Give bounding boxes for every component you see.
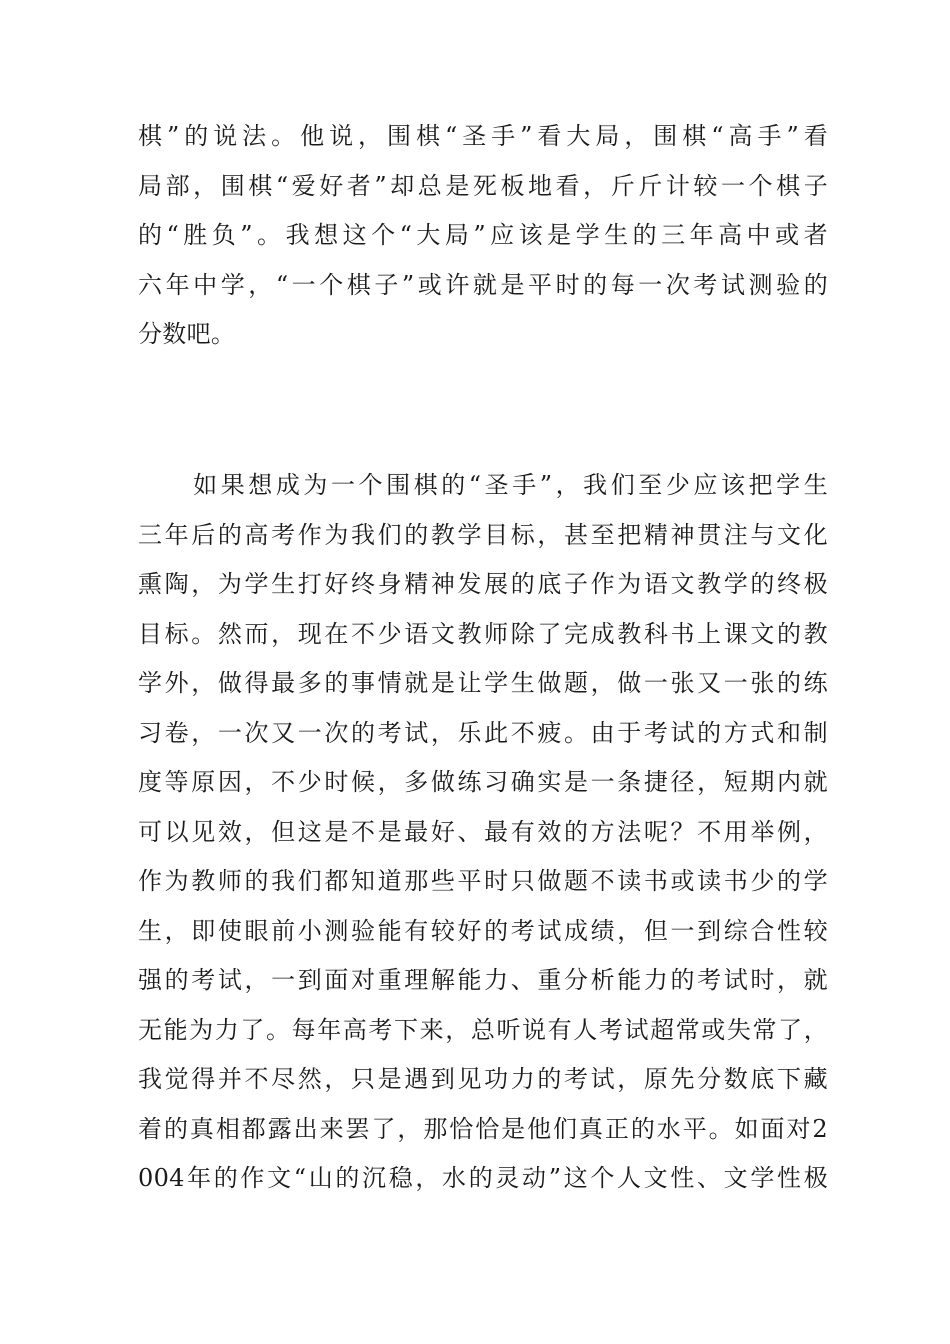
text-line: 度等原因，不少时候，多做练习确实是一条捷径，短期内就	[138, 768, 828, 796]
text-line: 目标。然而，现在不少语文教师除了完成教科书上课文的教	[138, 619, 828, 648]
text-line: 作为教师的我们都知道那些平时只做题不读书或读书少的学	[138, 867, 828, 895]
text-line: 无能为力了。每年高考下来，总听说有人考试超常或失常了，	[138, 1015, 828, 1044]
text-line: 的“胜负”。我想这个“大局”应该是学生的三年高中或者	[138, 221, 828, 249]
text-line: 局部，围棋“爱好者”却总是死板地看，斤斤计较一个棋子	[138, 171, 828, 200]
text-line: 学外，做得最多的事情就是让学生做题，做一张又一张的练	[138, 669, 828, 697]
text-line: 棋”的说法。他说，围棋“圣手”看大局，围棋“高手”看	[138, 122, 828, 150]
text-line: 六年中学，“一个棋子”或许就是平时的每一次考试测验的	[138, 270, 828, 299]
text-line: 着的真相都露出来罢了，那恰恰是他们真正的水平。如面对2	[138, 1114, 828, 1143]
text-line: 生，即使眼前小测验能有较好的考试成绩，但一到综合性较	[138, 916, 828, 945]
text-line: 熏陶，为学生打好终身精神发展的底子作为语文教学的终极	[138, 570, 828, 598]
paragraph-1	[138, 112, 828, 360]
text-line: 强的考试，一到面对重理解能力、重分析能力的考试时，就	[138, 966, 828, 994]
text-line: 分数吧。	[138, 320, 236, 348]
text-line: 如果想成为一个围棋的“圣手”，我们至少应该把学生	[138, 471, 828, 499]
text-line: 习卷，一次又一次的考试，乐此不疲。由于考试的方式和制	[138, 718, 828, 747]
paragraph-2	[138, 461, 828, 1204]
text-line: 004年的作文“山的沉稳，水的灵动”这个人文性、文学性极	[138, 1164, 828, 1192]
text-line: 三年后的高考作为我们的教学目标，甚至把精神贯注与文化	[138, 520, 828, 549]
text-line: 我觉得并不尽然，只是遇到见功力的考试，原先分数底下藏	[138, 1065, 828, 1093]
text-line: 可以见效，但这是不是最好、最有效的方法呢？不用举例，	[138, 817, 828, 846]
